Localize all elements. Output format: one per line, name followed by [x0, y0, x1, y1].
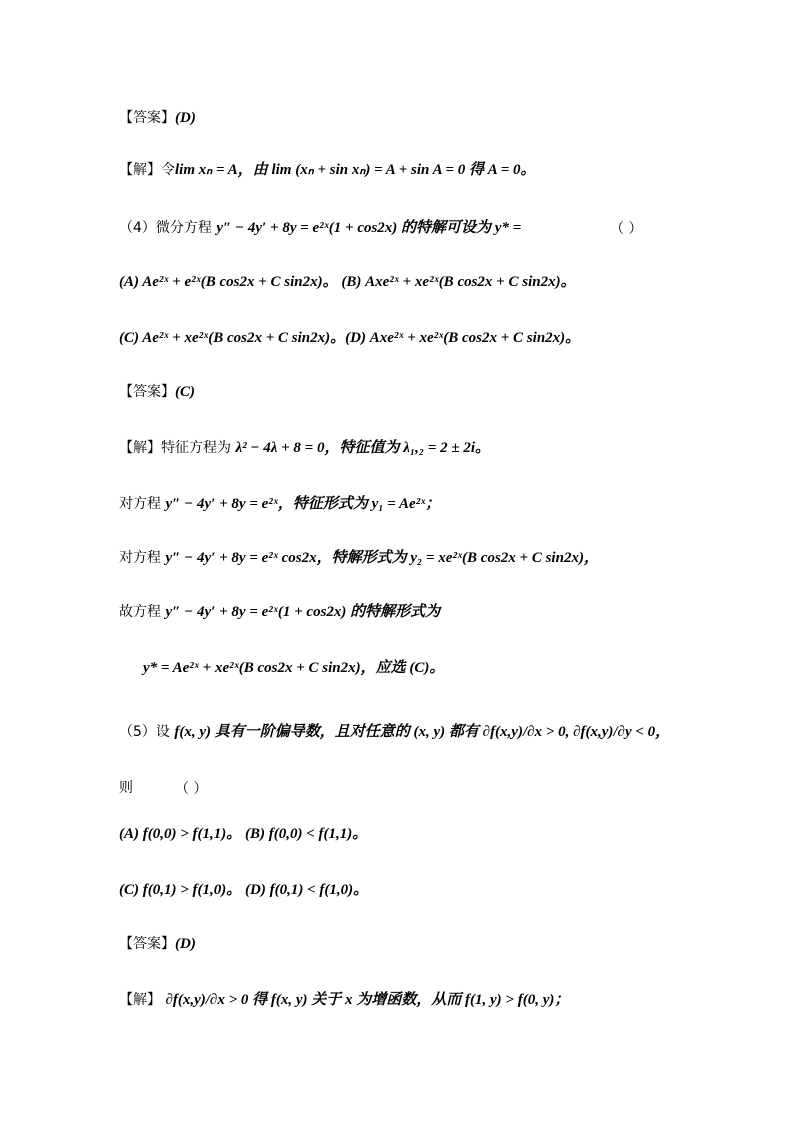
math-expression: (C) Ae²ˣ + xe²ˣ(B cos2x + C sin2x)。(D) Axe²ˣ + xe²ˣ(B cos2x + C sin2x)。: [119, 330, 581, 346]
math-expression: (C): [175, 384, 195, 400]
text-line: [119, 602, 440, 622]
text-line: [119, 438, 490, 458]
math-expression: (A) Ae²ˣ + e²ˣ(B cos2x + C sin2x)。 (B) Axe²ˣ + xe²ˣ(B cos2x + C sin2x)。: [119, 274, 576, 290]
text-line: [119, 990, 569, 1010]
math-expression: f(x, y) 具有一阶偏导数，且对任意的 (x, y) 都有 ∂f(x,y)/∂x > 0, ∂f(x,y)/∂y < 0，: [174, 724, 671, 740]
line-label: 则: [119, 780, 133, 796]
math-expression: y″ − 4y′ + 8y = e²ˣ cos2x，特解形式为 y₂ = xe²ˣ(B cos2x + C sin2x)，: [165, 550, 599, 566]
text-line: [119, 934, 196, 954]
text-line: [119, 548, 599, 568]
line-label: 【答案】: [119, 936, 175, 952]
math-expression: y″ − 4y′ + 8y = e²ˣ，特征形式为 y₁ = Ae²ˣ；: [165, 496, 441, 512]
math-expression: (D): [175, 110, 196, 126]
line-label: 故方程: [119, 604, 166, 620]
text-line: [143, 658, 444, 678]
line-label: 【答案】: [119, 110, 175, 126]
math-expression: y″ − 4y′ + 8y = e²ˣ(1 + cos2x) 的特解形式为: [165, 604, 441, 620]
text-line: [119, 722, 670, 742]
math-expression: y″ − 4y′ + 8y = e²ˣ(1 + cos2x) 的特解可设为 y* =: [216, 220, 522, 236]
math-expression: y* = Ae²ˣ + xe²ˣ(B cos2x + C sin2x)，应选 (C)。: [143, 660, 445, 676]
text-line: [119, 108, 196, 128]
text-line: [119, 880, 368, 900]
text-line: [119, 494, 440, 514]
line-label: 对方程: [119, 496, 166, 512]
math-expression: (C) f(0,1) > f(1,0)。 (D) f(0,1) < f(1,0)。: [119, 882, 369, 898]
line-label: （5）设: [119, 724, 175, 740]
math-expression: lim xₙ = A，由 lim (xₙ + sin xₙ) = A + sin A = 0 得 A = 0。: [175, 162, 536, 178]
text-line: [119, 382, 195, 402]
math-expression: (D): [175, 936, 196, 952]
text-line: [119, 778, 133, 798]
answer-bracket: （ ）: [175, 781, 208, 797]
text-line: [119, 328, 580, 348]
line-label: 【解】令: [119, 162, 175, 178]
text-line: [119, 824, 367, 844]
answer-bracket: （ ）: [610, 221, 643, 237]
math-expression: λ² − 4λ + 8 = 0，特征值为 λ₁,₂ = 2 ± 2i。: [235, 440, 491, 456]
line-label: 对方程: [119, 550, 166, 566]
text-line: [119, 272, 576, 292]
line-label: 【答案】: [119, 384, 175, 400]
text-line: [119, 160, 536, 180]
text-line: [119, 218, 521, 238]
math-expression: ∂f(x,y)/∂x > 0 得 f(x, y) 关于 x 为增函数，从而 f(1, y) > f(0, y)；: [165, 992, 570, 1008]
line-label: 【解】特征方程为: [119, 440, 236, 456]
math-expression: (A) f(0,0) > f(1,1)。 (B) f(0,0) < f(1,1)。: [119, 826, 368, 842]
line-label: （4）微分方程: [119, 220, 217, 236]
line-label: 【解】: [119, 992, 166, 1008]
